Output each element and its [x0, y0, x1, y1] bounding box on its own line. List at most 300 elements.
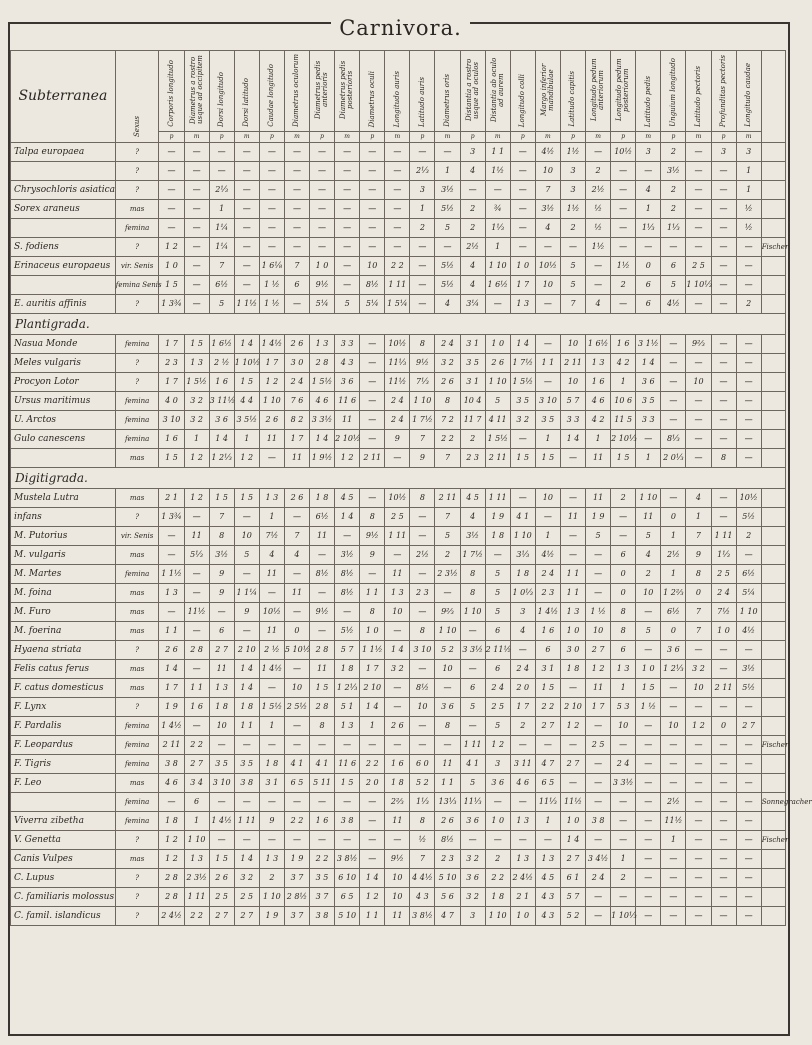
measurement-cell: 11 7 — [460, 411, 485, 430]
measurement-cell: 3 3 — [335, 335, 360, 354]
measurement-cell: — — [284, 238, 309, 257]
measurement-cell: 5 — [460, 698, 485, 717]
measurement-cell: 3 7 — [284, 907, 309, 926]
source-note — [761, 489, 785, 508]
measurement-cell: 2 — [736, 295, 761, 314]
measurement-cell: 1 4 — [510, 335, 535, 354]
measurement-cell: 1 4 — [159, 660, 184, 679]
measurement-cell: — — [159, 603, 184, 622]
measurement-cell: 9 — [209, 565, 234, 584]
measurement-cell: — — [686, 238, 711, 257]
measurement-cell: 5 — [485, 584, 510, 603]
measurement-cell: 2 — [510, 717, 535, 736]
measurement-cell: 2 — [661, 181, 686, 200]
measurement-cell: — — [460, 622, 485, 641]
measurement-cell: 1 9½ — [310, 449, 335, 468]
measurement-cell: 1 0 — [310, 257, 335, 276]
measurement-cell: 5 10½ — [284, 641, 309, 660]
measurement-cell: 1 — [736, 181, 761, 200]
measurement-cell: — — [711, 793, 736, 812]
measurement-cell: — — [686, 392, 711, 411]
measurement-cell: 4 — [586, 295, 611, 314]
unit-cell: p — [159, 132, 184, 143]
measurement-cell: 1 8 — [485, 888, 510, 907]
sex-cell: ? — [115, 508, 159, 527]
measurement-cell: — — [234, 508, 259, 527]
column-header: Dorsi longitudo — [209, 51, 234, 132]
measurement-cell: — — [736, 276, 761, 295]
species-name: Canis Vulpes — [11, 850, 116, 869]
measurement-cell: 2 ½ — [209, 354, 234, 373]
measurement-cell: 4 — [284, 546, 309, 565]
measurement-cell: 7⅓ — [410, 373, 435, 392]
measurement-cell: 1⅓ — [410, 793, 435, 812]
measurement-cell: 9⅔ — [686, 335, 711, 354]
measurement-cell: — — [360, 411, 385, 430]
measurement-cell: 3 2 — [460, 850, 485, 869]
measurement-cell: — — [686, 181, 711, 200]
measurement-cell: 1 0 — [360, 622, 385, 641]
measurement-cell: 2 4 — [385, 392, 410, 411]
measurement-cell: — — [686, 295, 711, 314]
source-note — [761, 698, 785, 717]
sex-cell: ? — [115, 181, 159, 200]
measurement-cell: 1 0 — [510, 257, 535, 276]
measurement-cell: 8 — [410, 622, 435, 641]
measurement-cell: 2 2 — [310, 850, 335, 869]
measurement-cell: 1⅓ — [711, 546, 736, 565]
measurement-cell: 11 — [310, 660, 335, 679]
measurement-cell: — — [711, 774, 736, 793]
measurement-cell: 10 — [560, 335, 585, 354]
measurement-cell: 10 — [234, 527, 259, 546]
measurement-cell: — — [234, 162, 259, 181]
sex-cell: mas — [115, 489, 159, 508]
measurement-cell: 3½ — [209, 546, 234, 565]
measurement-cell: 1 8 — [209, 698, 234, 717]
source-note — [761, 660, 785, 679]
measurement-cell: 10 — [284, 679, 309, 698]
sex-cell: ? — [115, 888, 159, 907]
measurement-cell: 3 — [460, 143, 485, 162]
measurement-cell: 1 6 — [385, 755, 410, 774]
measurement-cell: 3 10 — [410, 641, 435, 660]
measurement-cell: 1½ — [560, 143, 585, 162]
measurement-cell: — — [284, 793, 309, 812]
measurement-cell: — — [711, 641, 736, 660]
measurement-cell: 1 4½ — [209, 812, 234, 831]
measurement-cell: — — [284, 295, 309, 314]
measurement-cell: 1 3 — [209, 679, 234, 698]
measurement-cell: 6½ — [310, 508, 335, 527]
species-name — [11, 276, 116, 295]
measurement-cell: 8 — [711, 449, 736, 468]
measurement-cell: 6 1 — [560, 869, 585, 888]
measurement-cell: — — [611, 200, 636, 219]
measurement-cell: — — [310, 546, 335, 565]
measurement-cell: 4 — [636, 181, 661, 200]
measurement-cell: ¾ — [485, 200, 510, 219]
sex-cell: mas — [115, 200, 159, 219]
measurement-cell: — — [661, 392, 686, 411]
measurement-cell: — — [385, 181, 410, 200]
measurement-cell: 6½ — [209, 276, 234, 295]
measurement-cell: — — [385, 143, 410, 162]
measurement-cell: — — [410, 717, 435, 736]
measurement-cell: — — [284, 219, 309, 238]
measurement-cell: — — [234, 219, 259, 238]
source-note — [761, 546, 785, 565]
column-header: Diametrus pedis posterioris — [335, 51, 360, 132]
unit-cell: m — [636, 132, 661, 143]
sex-cell: mas — [115, 584, 159, 603]
measurement-cell: 3 0 — [284, 354, 309, 373]
measurement-cell: 1 5 — [209, 489, 234, 508]
species-name: Felis catus ferus — [11, 660, 116, 679]
column-header: Latitudo auris — [410, 51, 435, 132]
measurement-cell: 1 3 — [560, 603, 585, 622]
measurement-cell: — — [636, 793, 661, 812]
measurement-cell: 1 9 — [259, 907, 284, 926]
measurement-cell: 11 — [259, 430, 284, 449]
measurement-cell: 1 11 — [184, 888, 209, 907]
measurement-cell: 1 ½ — [586, 603, 611, 622]
measurement-cell: 1 10 — [259, 888, 284, 907]
measurement-cell: 2 8 — [159, 888, 184, 907]
measurement-cell: — — [335, 181, 360, 200]
measurement-cell: 1 2 — [184, 489, 209, 508]
measurement-cell: — — [184, 565, 209, 584]
measurement-cell: 7 — [410, 850, 435, 869]
measurement-cell: 3 2 — [184, 392, 209, 411]
column-header: Diametrus pedis anterioris — [310, 51, 335, 132]
measurement-cell: 6 — [535, 641, 560, 660]
measurement-cell: — — [586, 831, 611, 850]
measurement-cell: 5 — [485, 392, 510, 411]
measurement-cell: 3 — [460, 907, 485, 926]
measurement-cell: 10 — [535, 162, 560, 181]
table-row — [11, 831, 786, 850]
measurement-cell: 5 7 — [560, 392, 585, 411]
measurement-cell: 2 6 — [159, 641, 184, 660]
species-name: E. auritis affinis — [11, 295, 116, 314]
measurement-cell: 0 — [661, 508, 686, 527]
measurement-cell: 1 3 — [259, 489, 284, 508]
measurement-cell: — — [310, 238, 335, 257]
measurement-cell: 4 4 — [234, 392, 259, 411]
measurement-cell: 9 — [234, 603, 259, 622]
measurement-cell: 1 9 — [284, 850, 309, 869]
sex-cell: femina Senis — [115, 276, 159, 295]
measurement-cell: — — [259, 793, 284, 812]
measurement-cell: 1 ½ — [259, 295, 284, 314]
measurement-cell: 3⅓ — [510, 546, 535, 565]
measurement-cell: 3½ — [535, 200, 560, 219]
sex-cell: femina — [115, 430, 159, 449]
measurement-cell: 1 10 — [736, 603, 761, 622]
measurement-cell: — — [259, 238, 284, 257]
measurement-cell: 1 1 — [184, 679, 209, 698]
measurement-cell: 1 1 — [560, 584, 585, 603]
measurement-cell: 4½ — [535, 143, 560, 162]
measurement-cell: — — [184, 660, 209, 679]
measurement-cell: 10 — [435, 660, 460, 679]
measurement-cell: 1 0 — [159, 257, 184, 276]
measurement-cell: 1 3 — [510, 812, 535, 831]
measurement-cell: 2 8½ — [284, 888, 309, 907]
measurement-cell: 2 8 — [310, 354, 335, 373]
measurement-cell: 1 10 — [410, 392, 435, 411]
measurement-cell: 10 — [560, 373, 585, 392]
measurement-cell: — — [335, 143, 360, 162]
species-name: Viverra zibetha — [11, 812, 116, 831]
sex-cell: femina — [115, 392, 159, 411]
measurement-cell: 1 — [611, 679, 636, 698]
measurement-cell: — — [159, 219, 184, 238]
measurement-cell: — — [510, 181, 535, 200]
measurement-cell: 7 — [209, 257, 234, 276]
measurement-cell: — — [711, 831, 736, 850]
measurement-cell: 0 — [686, 584, 711, 603]
measurement-table — [10, 50, 812, 926]
measurement-cell: — — [335, 831, 360, 850]
measurement-cell: — — [711, 430, 736, 449]
measurement-cell: 1 — [611, 373, 636, 392]
measurement-cell: 8 — [410, 335, 435, 354]
measurement-cell: 3 1 — [460, 335, 485, 354]
measurement-cell: 9⅔ — [435, 603, 460, 622]
measurement-cell: — — [310, 622, 335, 641]
source-note — [761, 603, 785, 622]
measurement-cell: — — [259, 200, 284, 219]
measurement-cell: 11 — [184, 527, 209, 546]
measurement-cell: 1 4 — [335, 508, 360, 527]
species-name: F. catus domesticus — [11, 679, 116, 698]
measurement-cell: 3 2 — [385, 660, 410, 679]
sex-cell: ? — [115, 354, 159, 373]
measurement-cell: 1 7½ — [410, 411, 435, 430]
measurement-cell: 1 3 — [259, 850, 284, 869]
species-name: F. Pardalis — [11, 717, 116, 736]
measurement-cell: 1 ½ — [259, 276, 284, 295]
measurement-cell: 1 4 — [636, 354, 661, 373]
measurement-cell: 3 3½ — [611, 774, 636, 793]
measurement-cell: 1 11 — [485, 489, 510, 508]
measurement-cell: 3 2 — [510, 411, 535, 430]
measurement-cell: 1 7 — [510, 698, 535, 717]
measurement-cell: 3 6 — [335, 373, 360, 392]
table-row — [11, 774, 786, 793]
species-name — [11, 793, 116, 812]
measurement-cell: 11 — [586, 489, 611, 508]
measurement-cell: 2 7 — [586, 641, 611, 660]
measurement-cell: 3 5 — [510, 392, 535, 411]
measurement-cell: 1 7 — [284, 430, 309, 449]
measurement-cell: 1 6 — [310, 812, 335, 831]
measurement-cell: 3 0 — [560, 641, 585, 660]
measurement-cell: 1 0 — [636, 660, 661, 679]
measurement-cell: — — [560, 546, 585, 565]
measurement-cell: — — [736, 774, 761, 793]
measurement-cell: 0 — [611, 565, 636, 584]
measurement-cell: 1 3 — [385, 584, 410, 603]
measurement-cell: — — [360, 736, 385, 755]
species-name — [11, 219, 116, 238]
measurement-cell: 11 — [310, 527, 335, 546]
measurement-cell: 1 6 — [535, 622, 560, 641]
measurement-cell: 11 — [284, 584, 309, 603]
source-note — [761, 373, 785, 392]
measurement-cell: 2 — [611, 276, 636, 295]
measurement-cell: — — [736, 257, 761, 276]
measurement-cell: 2 — [435, 546, 460, 565]
measurement-cell: 1 7 — [259, 354, 284, 373]
measurement-cell: 5¼ — [310, 295, 335, 314]
measurement-cell: 8 — [460, 565, 485, 584]
measurement-cell: 1 6 — [184, 698, 209, 717]
measurement-cell: — — [284, 143, 309, 162]
measurement-cell: — — [711, 489, 736, 508]
measurement-cell: 5 — [485, 717, 510, 736]
measurement-cell: 2 7 — [560, 755, 585, 774]
measurement-cell: 2 6 — [259, 411, 284, 430]
measurement-cell: 6 5 — [535, 774, 560, 793]
measurement-cell: 3 8½ — [335, 850, 360, 869]
measurement-cell: — — [335, 603, 360, 622]
measurement-cell: 1 5½ — [510, 373, 535, 392]
measurement-cell: 6 — [184, 793, 209, 812]
species-name: Ursus maritimus — [11, 392, 116, 411]
unit-cell: m — [385, 132, 410, 143]
measurement-cell: 7 — [209, 508, 234, 527]
measurement-cell: 9 — [686, 546, 711, 565]
measurement-cell: — — [636, 869, 661, 888]
measurement-cell: 1 8 — [485, 527, 510, 546]
measurement-cell: 3 5½ — [234, 411, 259, 430]
measurement-cell: 10 — [535, 489, 560, 508]
measurement-cell: 10 — [686, 679, 711, 698]
measurement-cell: — — [510, 641, 535, 660]
measurement-cell: 1 2 — [159, 831, 184, 850]
measurement-cell: 1 2 — [234, 449, 259, 468]
measurement-cell: — — [661, 238, 686, 257]
species-name: Sorex araneus — [11, 200, 116, 219]
unit-cell: m — [736, 132, 761, 143]
measurement-cell: 13⅓ — [435, 793, 460, 812]
measurement-cell: — — [686, 907, 711, 926]
measurement-cell: 1 1 — [560, 565, 585, 584]
measurement-cell: 8 — [410, 489, 435, 508]
measurement-cell: 2 8 — [159, 869, 184, 888]
measurement-cell: 4 3 — [535, 907, 560, 926]
measurement-cell: 3 3 — [560, 411, 585, 430]
measurement-cell: — — [661, 888, 686, 907]
measurement-cell: 8½ — [435, 831, 460, 850]
measurement-cell: 8½ — [410, 679, 435, 698]
measurement-cell: 2 4 — [711, 584, 736, 603]
measurement-cell: — — [184, 162, 209, 181]
measurement-cell: — — [360, 392, 385, 411]
measurement-cell: 6 — [485, 622, 510, 641]
measurement-cell: 1 11 — [460, 736, 485, 755]
measurement-cell: 1 1¼ — [234, 584, 259, 603]
measurement-cell: 3½ — [335, 546, 360, 565]
measurement-cell: 3 3½ — [310, 411, 335, 430]
measurement-cell: 3 7 — [310, 888, 335, 907]
sex-cell: femina — [115, 755, 159, 774]
measurement-cell: 1 — [736, 162, 761, 181]
measurement-cell: — — [711, 181, 736, 200]
measurement-cell: — — [410, 660, 435, 679]
measurement-cell: — — [485, 295, 510, 314]
measurement-cell: 3½ — [435, 181, 460, 200]
measurement-cell: — — [611, 295, 636, 314]
measurement-cell: — — [360, 373, 385, 392]
sex-cell: mas — [115, 449, 159, 468]
measurement-cell: 5½ — [435, 200, 460, 219]
measurement-cell: — — [435, 143, 460, 162]
measurement-cell: 11½ — [385, 373, 410, 392]
column-header: Latitudo capitis — [560, 51, 585, 132]
measurement-cell: — — [510, 793, 535, 812]
measurement-cell: — — [410, 565, 435, 584]
measurement-cell: 1 10 — [485, 373, 510, 392]
column-header: Distantia ab oculo ad aurem — [485, 51, 510, 132]
measurement-cell: — — [335, 736, 360, 755]
measurement-cell: — — [159, 546, 184, 565]
measurement-cell: 3 2 — [234, 869, 259, 888]
measurement-cell: 6 — [611, 641, 636, 660]
table-row — [11, 181, 786, 200]
unit-cell: p — [711, 132, 736, 143]
measurement-cell: 9½ — [310, 603, 335, 622]
measurement-cell: 1 11 — [234, 812, 259, 831]
measurement-cell: — — [159, 793, 184, 812]
measurement-cell: 1 5 — [535, 679, 560, 698]
source-note — [761, 143, 785, 162]
measurement-cell: — — [234, 238, 259, 257]
source-note — [761, 449, 785, 468]
sex-cell: ? — [115, 831, 159, 850]
column-header: Distantia a rostro usque ad oculos — [460, 51, 485, 132]
measurement-cell: 6½ — [736, 565, 761, 584]
measurement-cell: 5 6 — [435, 888, 460, 907]
measurement-cell: 1 3 — [586, 354, 611, 373]
source-note — [761, 679, 785, 698]
unit-cell: p — [310, 132, 335, 143]
measurement-cell: 2 — [661, 200, 686, 219]
unit-cell: p — [259, 132, 284, 143]
measurement-cell: 2 — [485, 850, 510, 869]
measurement-cell: — — [385, 679, 410, 698]
measurement-cell: — — [636, 162, 661, 181]
measurement-cell: 1 5 — [535, 449, 560, 468]
measurement-cell: — — [410, 508, 435, 527]
measurement-cell: — — [410, 143, 435, 162]
measurement-cell: — — [360, 238, 385, 257]
measurement-cell: 1 — [209, 200, 234, 219]
measurement-cell: — — [711, 276, 736, 295]
measurement-cell: — — [460, 181, 485, 200]
measurement-cell: — — [209, 162, 234, 181]
measurement-cell: 11½ — [184, 603, 209, 622]
measurement-cell: 3 5 — [310, 869, 335, 888]
measurement-cell: 1 6 — [611, 335, 636, 354]
measurement-cell: — — [234, 565, 259, 584]
measurement-cell: 3 6 — [661, 641, 686, 660]
measurement-cell: — — [460, 717, 485, 736]
measurement-cell: — — [711, 888, 736, 907]
